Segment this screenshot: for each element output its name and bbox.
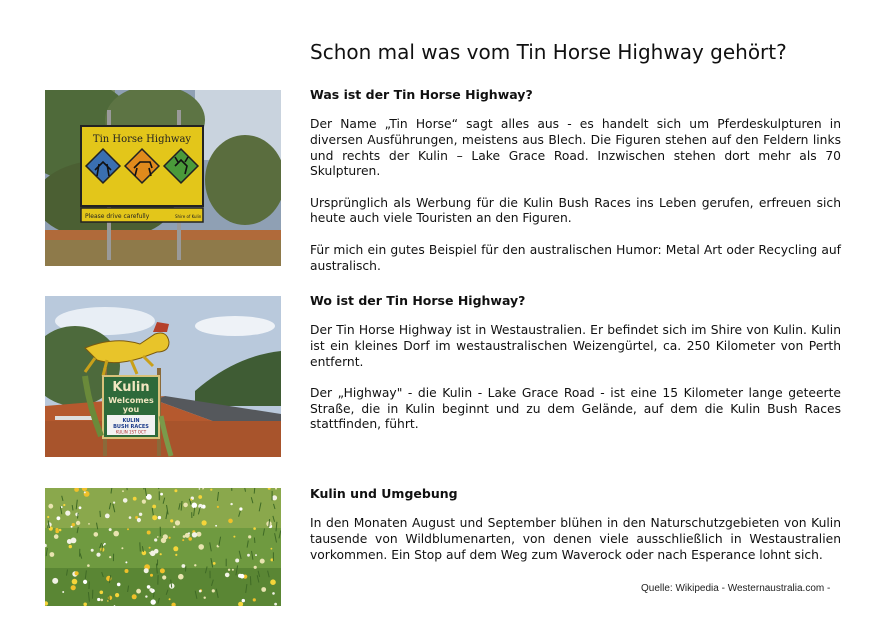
paragraph: Für mich ein gutes Beispiel für den australischen Humor: Metal Art oder Recycling auf australisch. xyxy=(310,242,841,273)
welcome-line-3: you xyxy=(122,405,140,414)
paragraph: Der Tin Horse Highway ist in Westaustralien. Er befindet sich im Shire von Kulin. Kulin ist ein kleines Dorf im westaustralischen Weizengürtel, ca. 250 Kilometer von Perth entfernt. xyxy=(310,323,841,369)
paragraph: In den Monaten August und September blühen in den Naturschutzgebieten von Kulin tausende von Wildblumenarten, von denen viele ausschließlich in Westaustralien vorkommen. Ein Stop auf dem Weg zum Waverock oder nach Esperance lohnt sich. xyxy=(310,516,841,562)
welcome-line-5: BUSH RACES xyxy=(113,424,149,430)
sign-footer: Please drive carefully xyxy=(85,213,150,220)
tin-horse-sign-photo xyxy=(45,90,281,266)
sign-title: Tin Horse Highway xyxy=(92,134,192,145)
sign-badge: Shire of Kulin xyxy=(175,214,202,219)
welcome-line-2: Welcomes xyxy=(108,396,154,405)
section-heading: Kulin und Umgebung xyxy=(310,486,458,501)
welcome-line-6: KULIN 1ST OCT xyxy=(115,429,147,435)
welcome-line-4: KULIN xyxy=(122,418,140,424)
section-heading: Wo ist der Tin Horse Highway? xyxy=(310,293,526,308)
kulin-welcome-photo xyxy=(45,296,281,457)
welcome-line-1: Kulin xyxy=(112,380,150,395)
section-heading: Was ist der Tin Horse Highway? xyxy=(310,87,533,102)
source-credit: Quelle: Wikipedia - Westernaustralia.com - xyxy=(641,583,831,594)
paragraph: Ursprünglich als Werbung für die Kulin Bush Races ins Leben gerufen, erfreuen sich heute auch viele Touristen an den Figuren. xyxy=(310,195,841,226)
section-where-is xyxy=(310,293,841,449)
page-title: Schon mal was vom Tin Horse Highway gehört? xyxy=(310,40,787,64)
paragraph: Der „Highway" - die Kulin - Lake Grace Road - ist eine 15 Kilometer lange geteerte Straße, die in Kulin beginnt und zu dem Gelände, auf dem die Kulin Bush Races stattfinden, führt. xyxy=(310,385,841,432)
section-kulin-surroundings xyxy=(310,486,841,579)
wildflowers-photo xyxy=(45,488,281,606)
section-what-is xyxy=(310,87,841,290)
paragraph: Der Name „Tin Horse“ sagt alles aus - es handelt sich um Pferdeskulpturen in diversen Ausführungen, meistens aus Blech. Die Figuren stehen auf den Feldern links und rechts der Kulin – Lake Grace Road. Inzwischen stehen dort mehr als 70 Skulpturen. xyxy=(310,117,841,179)
